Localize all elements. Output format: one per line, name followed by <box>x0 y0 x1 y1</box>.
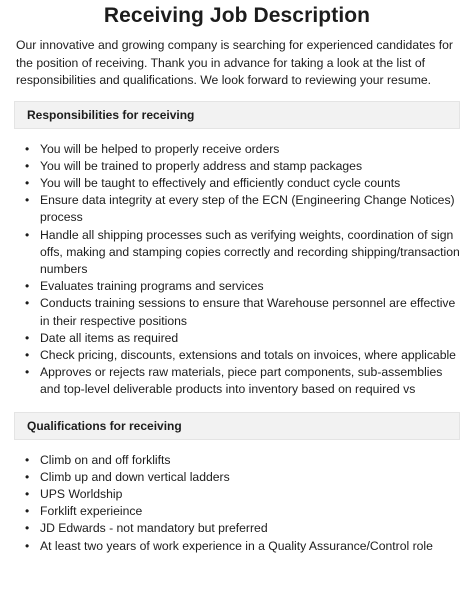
list-item <box>14 278 460 295</box>
bullet-icon: • <box>25 504 30 519</box>
list-item-text: You will be trained to properly address and stamp packages <box>40 158 363 173</box>
list-item <box>14 538 460 555</box>
list-item <box>14 330 460 347</box>
qualifications-header <box>14 412 460 440</box>
list-item-text: Evaluates training programs and services <box>40 279 264 294</box>
list-item <box>14 347 460 364</box>
list-item <box>14 141 460 158</box>
list-item-text: At least two years of work experience in a Quality Assurance/Control role <box>40 538 433 553</box>
list-item <box>14 175 460 192</box>
list-item <box>14 486 460 503</box>
list-item-text: You will be taught to effectively and efficiently conduct cycle counts <box>40 175 401 190</box>
list-item-text: You will be helped to properly receive orders <box>40 141 280 156</box>
bullet-icon: • <box>25 175 30 190</box>
bullet-icon: • <box>25 365 30 380</box>
bullet-icon: • <box>25 486 30 501</box>
list-item-text: Forklift experieince <box>40 504 143 519</box>
list-item-text: UPS Worldship <box>40 486 123 501</box>
bullet-icon: • <box>25 141 30 156</box>
bullet-icon: • <box>25 521 30 536</box>
list-item-text: Check pricing, discounts, extensions and totals on invoices, where applicable <box>40 347 456 362</box>
list-item <box>14 158 460 175</box>
list-item-text: Climb on and off forklifts <box>40 452 171 467</box>
responsibilities-header <box>14 101 460 129</box>
list-item-text: JD Edwards - not mandatory but preferred <box>40 521 268 536</box>
list-item <box>14 192 460 226</box>
qualifications-list <box>14 452 460 555</box>
bullet-icon: • <box>25 469 30 484</box>
list-item <box>14 503 460 520</box>
list-item-text: Climb up and down vertical ladders <box>40 469 230 484</box>
bullet-icon: • <box>25 538 30 553</box>
list-item <box>14 364 460 398</box>
bullet-icon: • <box>25 279 30 294</box>
bullet-icon: • <box>25 193 30 208</box>
list-item-text: Handle all shipping processes such as verifying weights, coordination of sign offs, making and stamping copies correctly and recording shipping/transaction numbers <box>40 227 460 276</box>
list-item-text: Ensure data integrity at every step of the ECN (Engineering Change Notices) process <box>40 193 455 225</box>
bullet-icon: • <box>25 296 30 311</box>
list-item <box>14 469 460 486</box>
list-item <box>14 227 460 279</box>
responsibilities-list <box>14 141 460 399</box>
list-item <box>14 520 460 537</box>
bullet-icon: • <box>25 158 30 173</box>
bullet-icon: • <box>25 330 30 345</box>
page-title: Receiving Job Description <box>103 4 371 27</box>
bullet-icon: • <box>25 347 30 362</box>
list-item-text: Approves or rejects raw materials, piece part components, sub-assemblies and top-level deliverable products into inventory based on required vs <box>40 365 443 397</box>
qualifications-heading: Qualifications for receiving <box>27 418 182 433</box>
bullet-icon: • <box>25 227 30 242</box>
responsibilities-heading: Responsibilities for receiving <box>27 107 195 122</box>
bullet-icon: • <box>25 452 30 467</box>
list-item-text: Date all items as required <box>40 330 179 345</box>
list-item <box>14 295 460 329</box>
list-item <box>14 452 460 469</box>
list-item-text: Conducts training sessions to ensure that Warehouse personnel are effective in their respective positions <box>40 296 456 328</box>
intro-paragraph: Our innovative and growing company is searching for experienced candidates for the position of receiving. Thank you in advance for taking a look at the list of responsibilities and qualifications. We look forward to reviewing your resume. <box>16 38 453 87</box>
